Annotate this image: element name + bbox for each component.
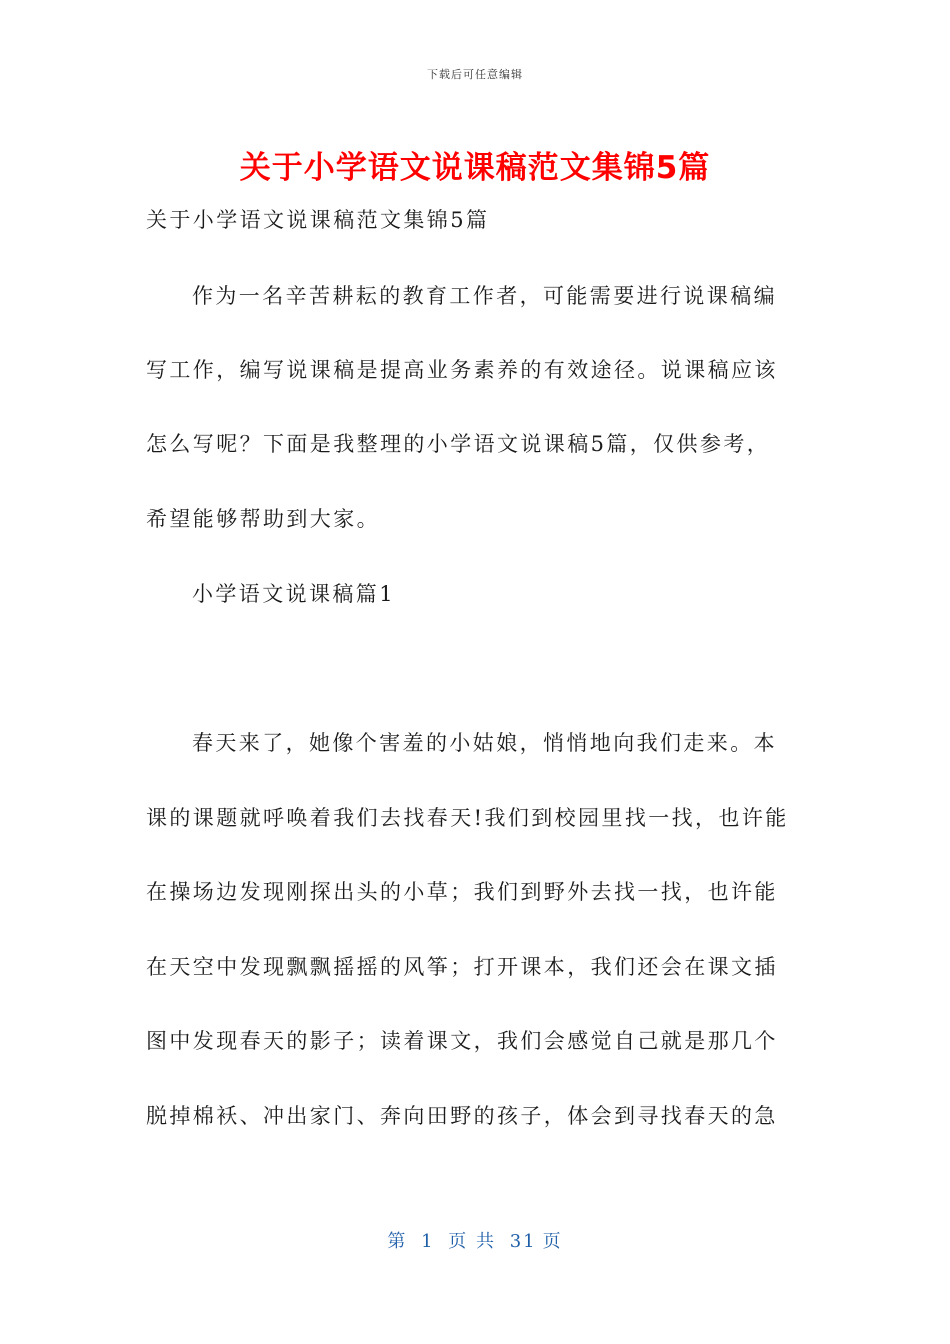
section-line: 春天来了，她像个害羞的小姑娘，悄悄地向我们走来。本 xyxy=(192,731,777,755)
section-line: 在操场边发现刚探出头的小草；我们到野外去找一找，也许能 xyxy=(146,880,778,904)
page-footer xyxy=(0,1227,950,1253)
header-note: 下载后可任意编辑 xyxy=(427,68,523,81)
footer-middle: 页 共 xyxy=(448,1231,496,1252)
intro-line: 写工作，编写说课稿是提高业务素养的有效途径。说课稿应该 xyxy=(146,358,778,382)
section-line: 脱掉棉袄、冲出家门、奔向田野的孩子，体会到寻找春天的急 xyxy=(146,1104,778,1128)
section-line: 在天空中发现飘飘摇摇的风筝；打开课本，我们还会在课文插 xyxy=(146,955,778,979)
section-line: 课的课题就呼唤着我们去找春天!我们到校园里找一找，也许能 xyxy=(146,806,789,830)
intro-line: 希望能够帮助到大家。 xyxy=(146,507,380,531)
intro-line: 怎么写呢？下面是我整理的小学语文说课稿5篇，仅供参考， xyxy=(146,432,771,456)
footer-suffix: 页 xyxy=(542,1231,563,1252)
intro-line: 作为一名辛苦耕耘的教育工作者，可能需要进行说课稿编 xyxy=(192,284,777,308)
document-title: 关于小学语文说课稿范文集锦5篇 xyxy=(239,150,711,186)
section-heading: 小学语文说课稿篇1 xyxy=(192,582,395,606)
footer-current-page: 1 xyxy=(421,1231,435,1252)
document-subtitle: 关于小学语文说课稿范文集锦5篇 xyxy=(146,208,490,232)
footer-total-pages: 31 xyxy=(509,1231,537,1252)
section-line: 图中发现春天的影子；读着课文，我们会感觉自己就是那几个 xyxy=(146,1029,778,1053)
footer-prefix: 第 xyxy=(387,1231,408,1252)
